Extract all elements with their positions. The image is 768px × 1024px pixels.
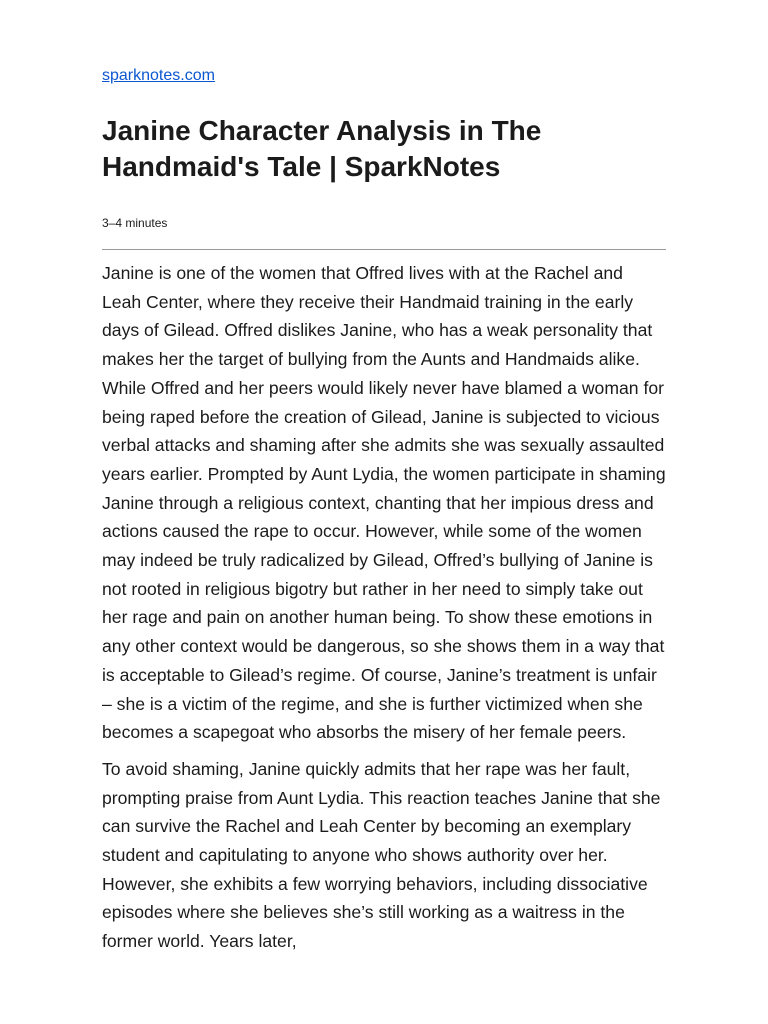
source-link[interactable]: sparknotes.com (102, 67, 215, 84)
divider (102, 249, 666, 250)
article-body (102, 259, 666, 964)
read-time: 3–4 minutes (102, 216, 168, 230)
article-paragraph-1: Janine is one of the women that Offred lives with at the Rachel and Leah Center, where they receive their Handmaid training in the early days of Gilead. Offred dislikes Janine, who has a weak personality that makes her the target of bullying from the Aunts and Handmaids alike. While Offred and her peers would likely never have blamed a woman for being raped before the creation of Gilead, Janine is subjected to vicious verbal attacks and shaming after she admits she was sexually assaulted years earlier. Prompted by Aunt Lydia, the women participate in shaming Janine through a religious context, chanting that her impious dress and actions caused the rape to occur. However, while some of the women may indeed be truly radicalized by Gilead, Offred’s bullying of Janine is not rooted in religious bigotry but rather in her need to simply take out her rage and pain on another human being. To show these emotions in any other context would be dangerous, so she shows them in a way that is acceptable to Gilead’s regime. Of course, Janine’s treatment is unfair – she is a victim of the regime, and she is further victimized when she becomes a scapegoat who absorbs the misery of her female peers. (102, 263, 666, 743)
article-title: Janine Character Analysis in The Handmaid's Tale | SparkNotes (102, 115, 542, 182)
article-paragraph-2: To avoid shaming, Janine quickly admits that her rape was her fault, prompting praise from Aunt Lydia. This reaction teaches Janine that she can survive the Rachel and Leah Center by becoming an exemplary student and capitulating to anyone who shows authority over her. However, she exhibits a few worrying behaviors, including dissociative episodes where she believes she’s still working as a waitress in the former world. Years later, (102, 758, 661, 952)
